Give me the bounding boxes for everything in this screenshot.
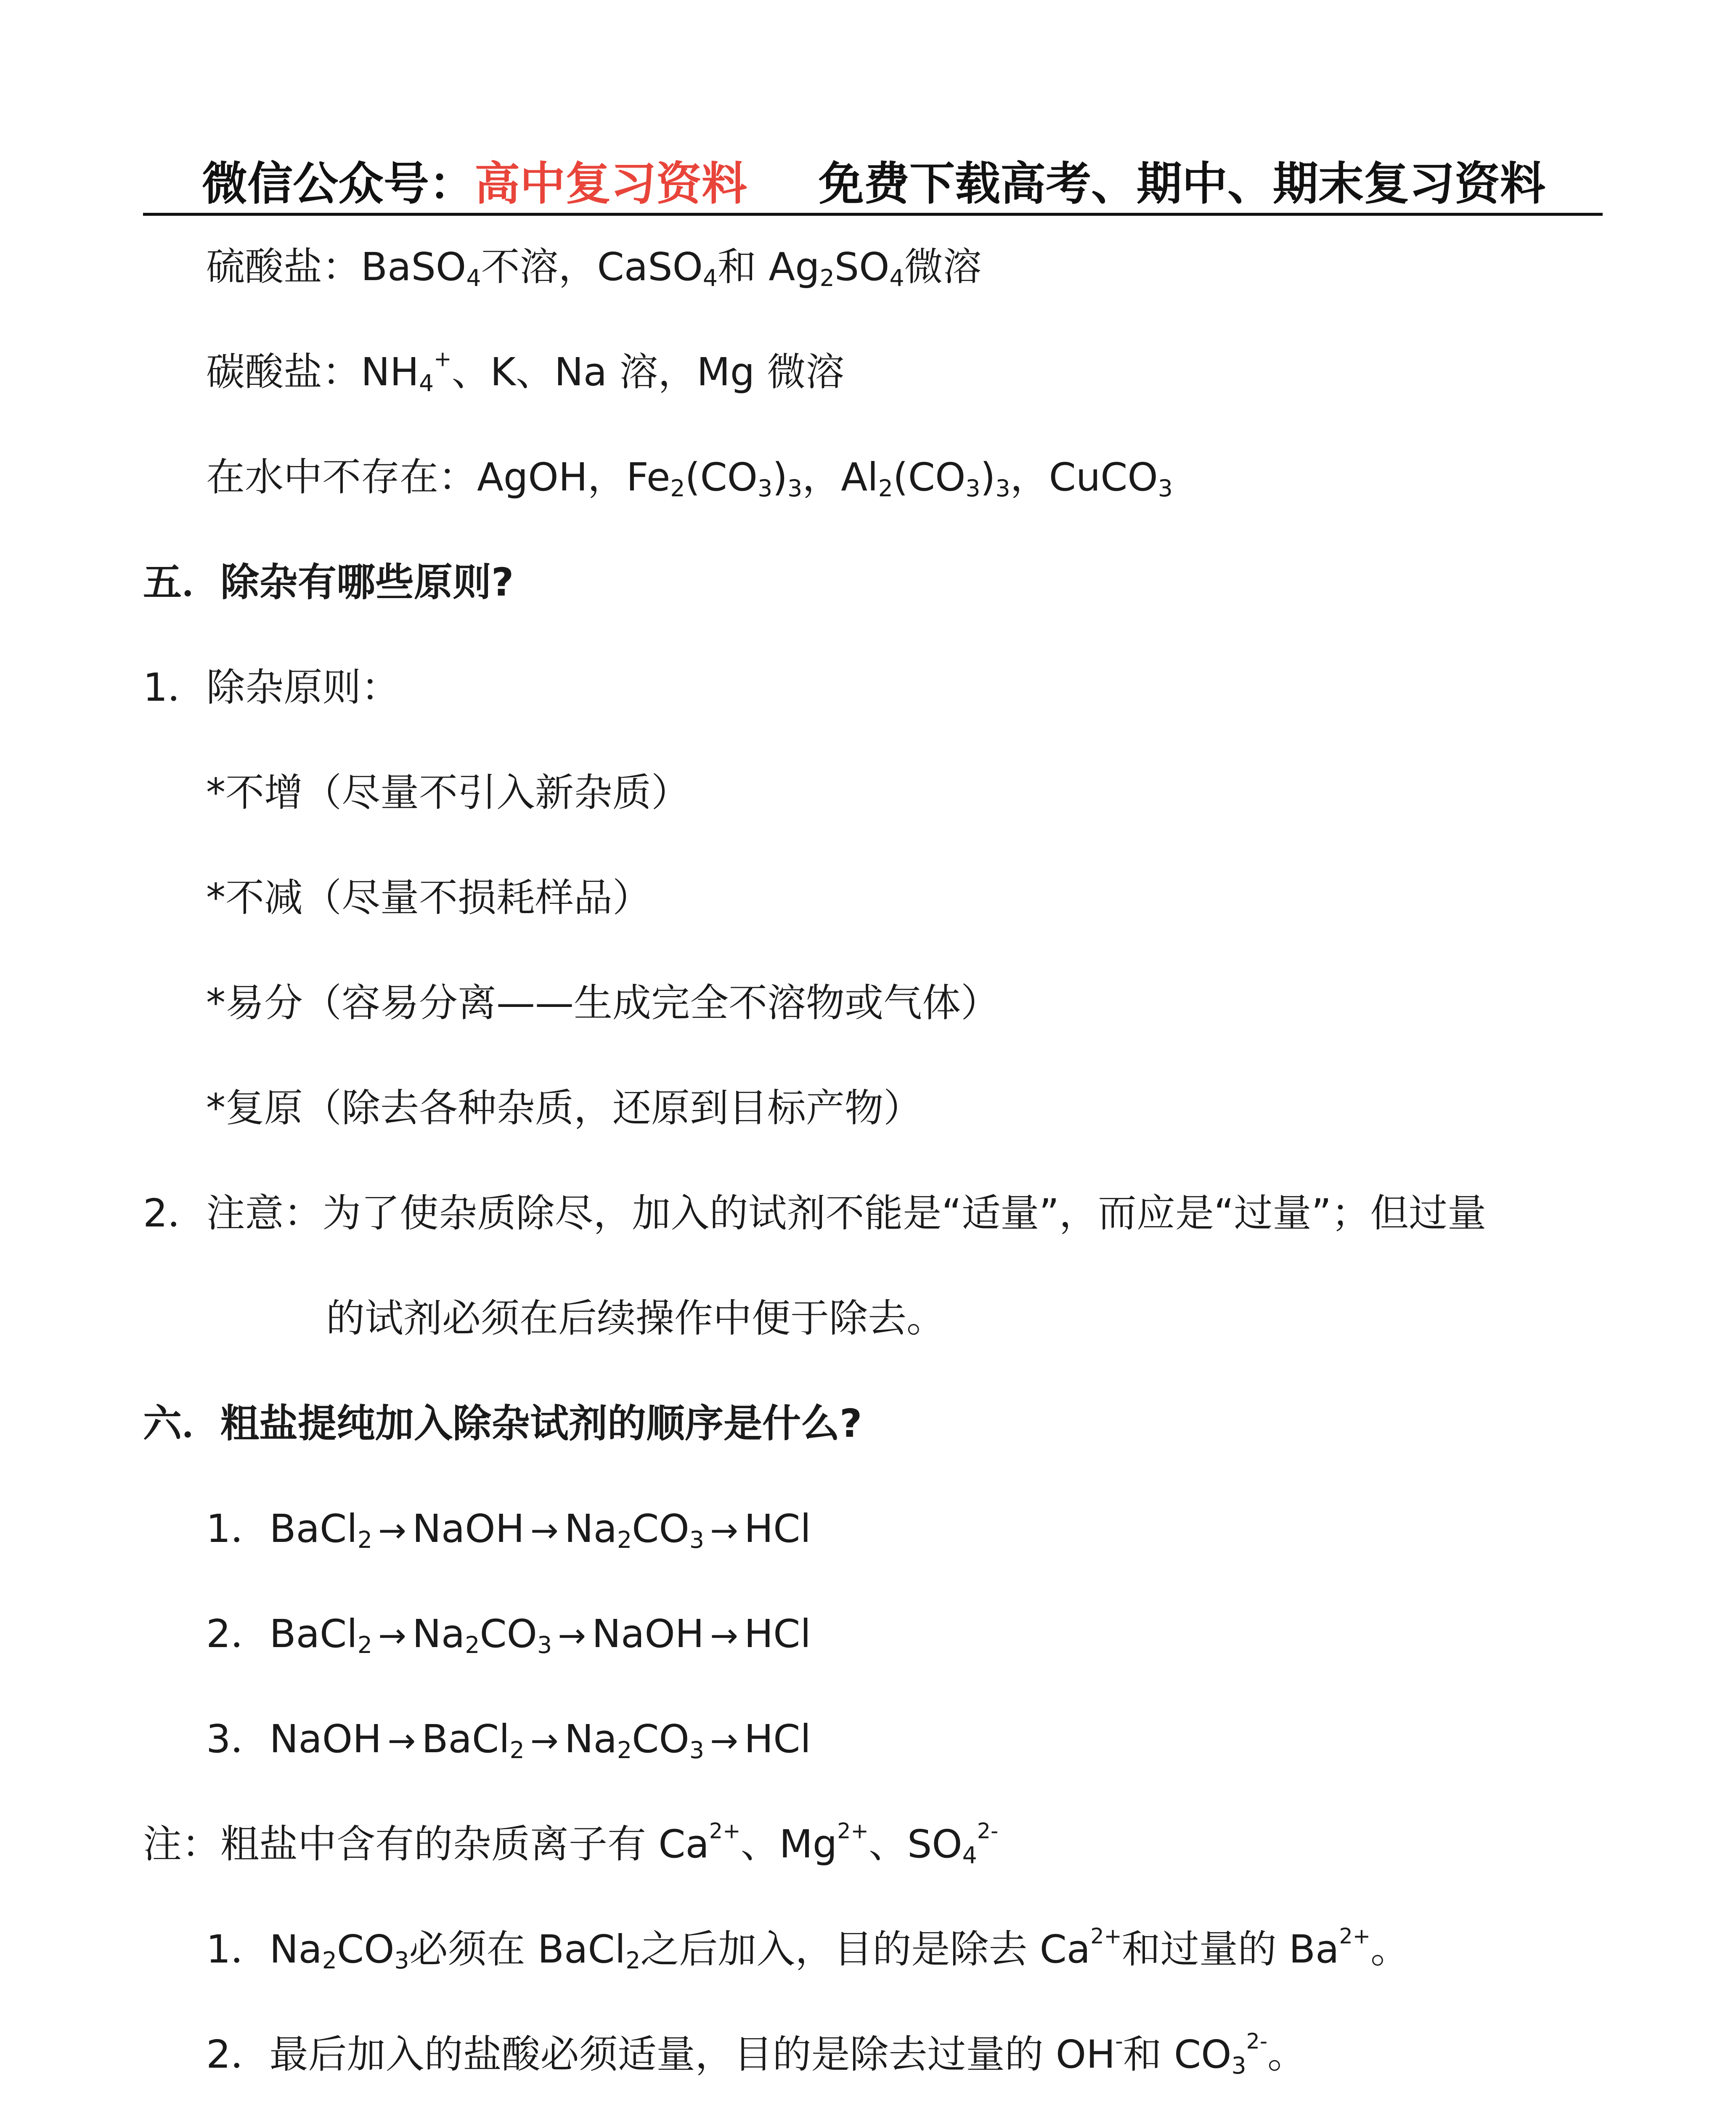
header-label: 微信公众号： — [202, 158, 475, 210]
point-2: 2．最后加入的盐酸必须适量，目的是除去过量的 OH-和 $CO_3^{2-}$。 — [206, 2029, 1307, 2079]
section-5-title: 五．除杂有哪些原则? — [143, 560, 514, 605]
principle-item: *复原（除去各种杂质，还原到目标产物） — [206, 1086, 922, 1131]
carbonate-line: 碳酸盐：$NH_4^+$、K、Na 溶，Mg 微溶 — [206, 346, 845, 397]
point-1: 1．$Na_2CO_3$必须在 BaCl$_2$之后加入，目的是除去 $Ca^{2+}$和过量的 $Ba^{2+}$。 — [206, 1923, 1410, 1974]
section-6-title: 六．粗盐提纯加入除杂试剂的顺序是什么? — [143, 1401, 862, 1446]
note-2-line-1: 2．注意：为了使杂质除尽，加入的试剂不能是“适量”，而应是“过量”；但过量 — [143, 1191, 1487, 1236]
impurity-note: 注：粗盐中含有的杂质离子有 $Ca^{2+}$、$Mg^{2+}$、$SO_4^{2-}$ — [143, 1818, 999, 1869]
header-tagline: 免费下载高考、期中、期末复习资料 — [819, 158, 1546, 210]
page-header — [202, 147, 1545, 215]
principles-title: 1．除杂原则： — [143, 665, 400, 710]
sulfate-line: 硫酸盐：BaSO$_4$不溶，CaSO$_4$和 $Ag_2SO_4$微溶 — [206, 244, 982, 292]
order-2: 2．BaCl$_2$ → $Na_2CO_3$ → NaOH → HCl — [206, 1611, 811, 1659]
header-rule — [143, 213, 1603, 216]
nonexist-line: 在水中不存在：AgOH，$Fe_2(CO_3)_3$，$Al_2(CO_3)_3$，CuCO$_3$ — [206, 455, 1173, 502]
principle-item: *易分（容易分离——生成完全不溶物或气体） — [206, 980, 1000, 1025]
order-1: 1．BaCl$_2$ → NaOH → $Na_2CO_3$ → HCl — [206, 1506, 811, 1554]
note-2-line-2: 的试剂必须在后续操作中便于除去。 — [326, 1296, 946, 1341]
principle-item: *不增（尽量不引入新杂质） — [206, 770, 690, 815]
order-3: 3．NaOH → BaCl$_2$ → $Na_2CO_3$ → HCl — [206, 1716, 811, 1764]
header-account: 高中复习资料 — [474, 158, 747, 210]
principle-item: *不减（尽量不损耗样品） — [206, 875, 652, 920]
